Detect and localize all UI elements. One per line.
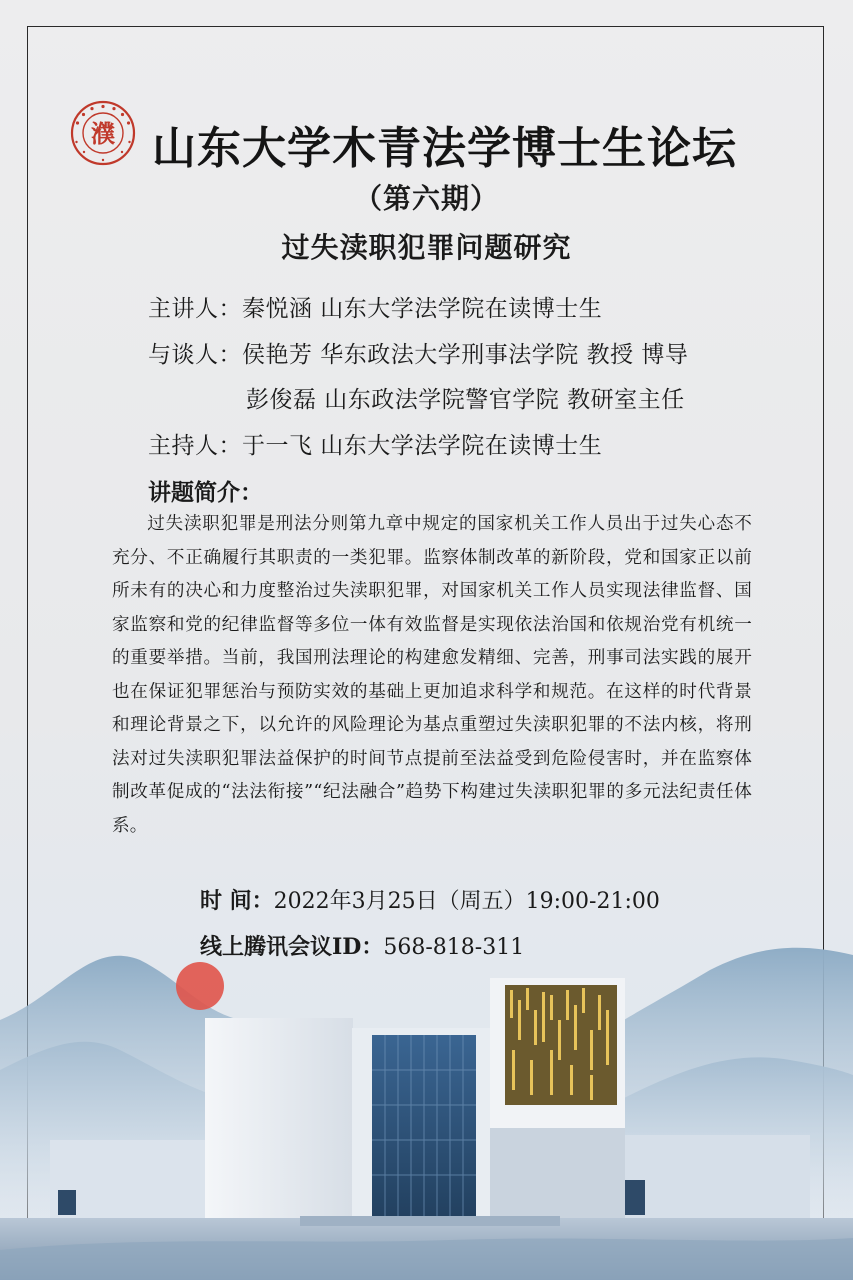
discussant-label: 与谈人： [148, 342, 242, 368]
intro-heading: 讲题简介： [148, 479, 263, 506]
meeting-label: 线上腾讯会议ID： [200, 934, 384, 960]
discussant-2-row [246, 381, 685, 414]
discussant-2-info: 彭俊磊 山东政法学院警官学院 教研室主任 [246, 387, 685, 413]
left-white-block [205, 1018, 353, 1218]
lecturer-info: 秦悦涵 山东大学法学院在读博士生 [242, 296, 603, 322]
time-value: 2022年3月25日（周五）19:00-21:00 [273, 889, 660, 914]
forum-title: 山东大学木青法学博士生论坛 [152, 123, 737, 174]
seal-character: 濮 [91, 119, 115, 148]
host-info: 于一飞 山东大学法学院在读博士生 [242, 433, 603, 459]
discussant-row [148, 336, 688, 369]
lecturer-label: 主讲人： [148, 296, 242, 322]
lecture-topic: 过失渎职犯罪问题研究 [281, 231, 572, 264]
meeting-value: 568-818-311 [383, 935, 525, 960]
lecturer-row [148, 290, 602, 323]
red-sun [176, 962, 224, 1010]
right-block-base [490, 1128, 625, 1223]
campus-landscape-illustration [0, 900, 853, 1280]
discussant-1-info: 侯艳芳 华东政法大学刑事法学院 教授 博导 [242, 342, 689, 368]
host-label: 主持人： [148, 433, 242, 459]
law-school-seal-logo [70, 100, 136, 166]
right-wing [620, 1135, 810, 1220]
host-row [148, 427, 602, 460]
intro-paragraph: 过失渎职犯罪是刑法分则第九章中规定的国家机关工作人员出于过失心态不充分、不正确履行其职责的一类犯罪。监察体制改革的新阶段，党和国家正以前所未有的决心和力度整治过失渎职犯罪，对国家机关工作人员实现法律监督、国家监察和党的纪律监督等多位一体有效监督是实现依法治国和依规治党有机统一的重要举措。当前，我国刑法理论的构建愈发精细、完善，刑事司法实践的展开也在保证犯罪惩治与预防实效的基础上更加追求科学和规范。在这样的时代背景和理论背景之下，以允许的风险理论为基点重塑过失渎职犯罪的不法内核，将刑法对过失渎职犯罪法益保护的时间节点提前至法益受到危险侵害时，并在监察体制改革促成的“法法衔接”“纪法融合”趋势下构建过失渎职犯罪的多元法纪责任体系。 [112, 514, 752, 836]
issue-number: （第六期） [353, 182, 499, 215]
front-steps [300, 1216, 560, 1226]
time-label: 时 间： [200, 888, 274, 914]
